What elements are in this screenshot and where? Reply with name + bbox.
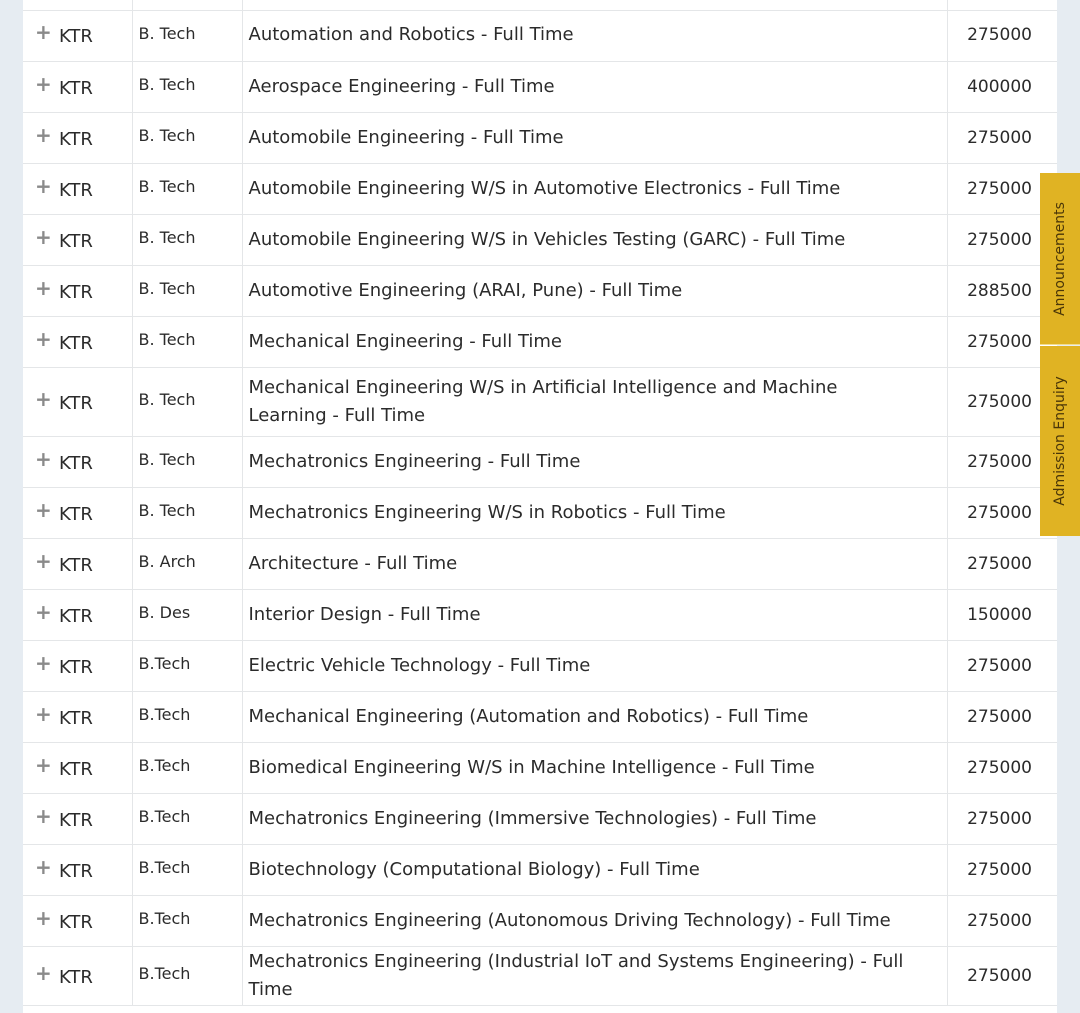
degree-cell: B. Tech bbox=[132, 367, 242, 436]
program-cell: Mechanical Engineering (Automation and Robotics) - Full Time bbox=[242, 691, 947, 742]
program-cell: Architecture - Full Time bbox=[242, 538, 947, 589]
campus-label: KTR bbox=[59, 179, 93, 201]
table-row[interactable] bbox=[23, 61, 1057, 112]
campus-cell[interactable] bbox=[23, 436, 132, 487]
fee-cell: 275000 bbox=[947, 691, 1057, 742]
table-row[interactable] bbox=[23, 946, 1057, 1005]
campus-cell[interactable] bbox=[23, 112, 132, 163]
plus-icon[interactable]: + bbox=[35, 275, 52, 300]
table-row[interactable] bbox=[23, 589, 1057, 640]
campus-label: KTR bbox=[59, 707, 93, 729]
program-cell: Aerospace Engineering - Full Time bbox=[242, 61, 947, 112]
plus-icon[interactable]: + bbox=[35, 224, 52, 249]
plus-icon[interactable]: + bbox=[35, 960, 52, 985]
campus-cell[interactable] bbox=[23, 367, 132, 436]
campus-cell[interactable] bbox=[23, 793, 132, 844]
campus-cell[interactable] bbox=[23, 691, 132, 742]
admission-enquiry-tab[interactable] bbox=[1040, 346, 1080, 536]
fee-cell: 275000 bbox=[947, 538, 1057, 589]
campus-cell[interactable] bbox=[23, 895, 132, 946]
fee-cell: 275000 bbox=[947, 844, 1057, 895]
campus-cell[interactable] bbox=[23, 316, 132, 367]
admission-enquiry-tab-label: Admission Enquiry bbox=[1052, 376, 1068, 506]
degree-cell: B.Tech bbox=[132, 946, 242, 1005]
campus-cell[interactable] bbox=[23, 844, 132, 895]
program-cell: Mechatronics Engineering (Autonomous Driving Technology) - Full Time bbox=[242, 895, 947, 946]
degree-cell: B.Tech bbox=[132, 691, 242, 742]
announcements-tab[interactable] bbox=[1040, 173, 1080, 345]
fee-table bbox=[23, 10, 1057, 1006]
campus-cell[interactable] bbox=[23, 538, 132, 589]
campus-cell[interactable] bbox=[23, 61, 132, 112]
fee-cell: 275000 bbox=[947, 742, 1057, 793]
degree-cell: B. Arch bbox=[132, 538, 242, 589]
program-cell: Biomedical Engineering W/S in Machine Intelligence - Full Time bbox=[242, 742, 947, 793]
program-cell: Interior Design - Full Time bbox=[242, 589, 947, 640]
campus-cell[interactable] bbox=[23, 214, 132, 265]
fee-cell: 288500 bbox=[947, 265, 1057, 316]
degree-cell: B. Tech bbox=[132, 214, 242, 265]
degree-cell: B. Des bbox=[132, 589, 242, 640]
campus-label: KTR bbox=[59, 281, 93, 303]
fee-table-body bbox=[23, 10, 1057, 1005]
program-cell: Automotive Engineering (ARAI, Pune) - Full Time bbox=[242, 265, 947, 316]
table-row[interactable] bbox=[23, 844, 1057, 895]
campus-cell[interactable] bbox=[23, 640, 132, 691]
table-row[interactable] bbox=[23, 265, 1057, 316]
campus-label: KTR bbox=[59, 911, 93, 933]
plus-icon[interactable]: + bbox=[35, 446, 52, 471]
fee-cell: 275000 bbox=[947, 640, 1057, 691]
table-row[interactable] bbox=[23, 367, 1057, 436]
table-row[interactable] bbox=[23, 436, 1057, 487]
fee-cell: 400000 bbox=[947, 61, 1057, 112]
fee-cell: 275000 bbox=[947, 367, 1057, 436]
program-cell: Automation and Robotics - Full Time bbox=[242, 10, 947, 61]
fee-cell: 275000 bbox=[947, 793, 1057, 844]
campus-label: KTR bbox=[59, 809, 93, 831]
fee-cell: 275000 bbox=[947, 10, 1057, 61]
campus-label: KTR bbox=[59, 392, 93, 414]
plus-icon[interactable]: + bbox=[35, 122, 52, 147]
degree-cell: B.Tech bbox=[132, 793, 242, 844]
program-cell: Automobile Engineering W/S in Automotive Electronics - Full Time bbox=[242, 163, 947, 214]
table-row[interactable] bbox=[23, 163, 1057, 214]
campus-cell[interactable] bbox=[23, 265, 132, 316]
table-row[interactable] bbox=[23, 691, 1057, 742]
campus-label: KTR bbox=[59, 758, 93, 780]
fee-cell: 275000 bbox=[947, 112, 1057, 163]
table-row[interactable] bbox=[23, 214, 1057, 265]
table-row[interactable] bbox=[23, 742, 1057, 793]
degree-cell: B. Tech bbox=[132, 436, 242, 487]
fee-cell: 275000 bbox=[947, 316, 1057, 367]
degree-cell: B. Tech bbox=[132, 112, 242, 163]
campus-label: KTR bbox=[59, 605, 93, 627]
plus-icon[interactable]: + bbox=[35, 650, 52, 675]
plus-icon[interactable]: + bbox=[35, 20, 52, 45]
campus-cell[interactable] bbox=[23, 742, 132, 793]
fee-cell: 275000 bbox=[947, 163, 1057, 214]
plus-icon[interactable]: + bbox=[35, 326, 52, 351]
table-row[interactable] bbox=[23, 487, 1057, 538]
fee-cell: 150000 bbox=[947, 589, 1057, 640]
campus-label: KTR bbox=[59, 332, 93, 354]
table-row[interactable] bbox=[23, 112, 1057, 163]
table-row[interactable] bbox=[23, 793, 1057, 844]
campus-label: KTR bbox=[59, 128, 93, 150]
fee-cell: 275000 bbox=[947, 895, 1057, 946]
plus-icon[interactable]: + bbox=[35, 386, 52, 411]
program-cell: Electric Vehicle Technology - Full Time bbox=[242, 640, 947, 691]
degree-cell: B. Tech bbox=[132, 316, 242, 367]
campus-label: KTR bbox=[59, 966, 93, 988]
campus-label: KTR bbox=[59, 554, 93, 576]
campus-label: KTR bbox=[59, 656, 93, 678]
campus-label: KTR bbox=[59, 77, 93, 99]
fee-table-container bbox=[23, 0, 1057, 1013]
fee-cell: 275000 bbox=[947, 946, 1057, 1005]
degree-cell: B.Tech bbox=[132, 742, 242, 793]
table-row[interactable] bbox=[23, 10, 1057, 61]
table-row[interactable] bbox=[23, 640, 1057, 691]
announcements-tab-label: Announcements bbox=[1052, 201, 1069, 316]
program-cell: Mechatronics Engineering (Industrial IoT and Systems Engineering) - Full Time bbox=[242, 946, 947, 1005]
program-cell: Mechanical Engineering - Full Time bbox=[242, 316, 947, 367]
program-cell: Mechanical Engineering W/S in Artificial Intelligence and Machine Learning - Full Time bbox=[242, 367, 947, 436]
program-cell: Mechatronics Engineering W/S in Robotics - Full Time bbox=[242, 487, 947, 538]
plus-icon[interactable]: + bbox=[35, 173, 52, 198]
plus-icon[interactable]: + bbox=[35, 854, 52, 879]
campus-label: KTR bbox=[59, 230, 93, 252]
campus-label: KTR bbox=[59, 452, 93, 474]
program-cell: Automobile Engineering - Full Time bbox=[242, 112, 947, 163]
plus-icon[interactable]: + bbox=[35, 497, 52, 522]
campus-label: KTR bbox=[59, 860, 93, 882]
fee-cell: 275000 bbox=[947, 487, 1057, 538]
campus-label: KTR bbox=[59, 26, 93, 48]
plus-icon[interactable]: + bbox=[35, 71, 52, 96]
degree-cell: B.Tech bbox=[132, 640, 242, 691]
campus-cell[interactable] bbox=[23, 10, 132, 61]
campus-label: KTR bbox=[59, 503, 93, 525]
degree-cell: B. Tech bbox=[132, 163, 242, 214]
degree-cell: B. Tech bbox=[132, 487, 242, 538]
campus-cell[interactable] bbox=[23, 163, 132, 214]
plus-icon[interactable]: + bbox=[35, 803, 52, 828]
plus-icon[interactable]: + bbox=[35, 701, 52, 726]
program-cell: Automobile Engineering W/S in Vehicles Testing (GARC) - Full Time bbox=[242, 214, 947, 265]
campus-cell[interactable] bbox=[23, 487, 132, 538]
degree-cell: B. Tech bbox=[132, 61, 242, 112]
campus-cell[interactable] bbox=[23, 589, 132, 640]
program-cell: Mechatronics Engineering - Full Time bbox=[242, 436, 947, 487]
table-row[interactable] bbox=[23, 316, 1057, 367]
campus-cell[interactable] bbox=[23, 946, 132, 1005]
plus-icon[interactable]: + bbox=[35, 752, 52, 777]
program-cell: Biotechnology (Computational Biology) - Full Time bbox=[242, 844, 947, 895]
plus-icon[interactable]: + bbox=[35, 905, 52, 930]
degree-cell: B. Tech bbox=[132, 265, 242, 316]
fee-cell: 275000 bbox=[947, 436, 1057, 487]
degree-cell: B.Tech bbox=[132, 844, 242, 895]
degree-cell: B. Tech bbox=[132, 10, 242, 61]
program-cell: Mechatronics Engineering (Immersive Technologies) - Full Time bbox=[242, 793, 947, 844]
table-row[interactable] bbox=[23, 895, 1057, 946]
fee-cell: 275000 bbox=[947, 214, 1057, 265]
degree-cell: B.Tech bbox=[132, 895, 242, 946]
table-row[interactable] bbox=[23, 538, 1057, 589]
plus-icon[interactable]: + bbox=[35, 599, 52, 624]
plus-icon[interactable]: + bbox=[35, 548, 52, 573]
